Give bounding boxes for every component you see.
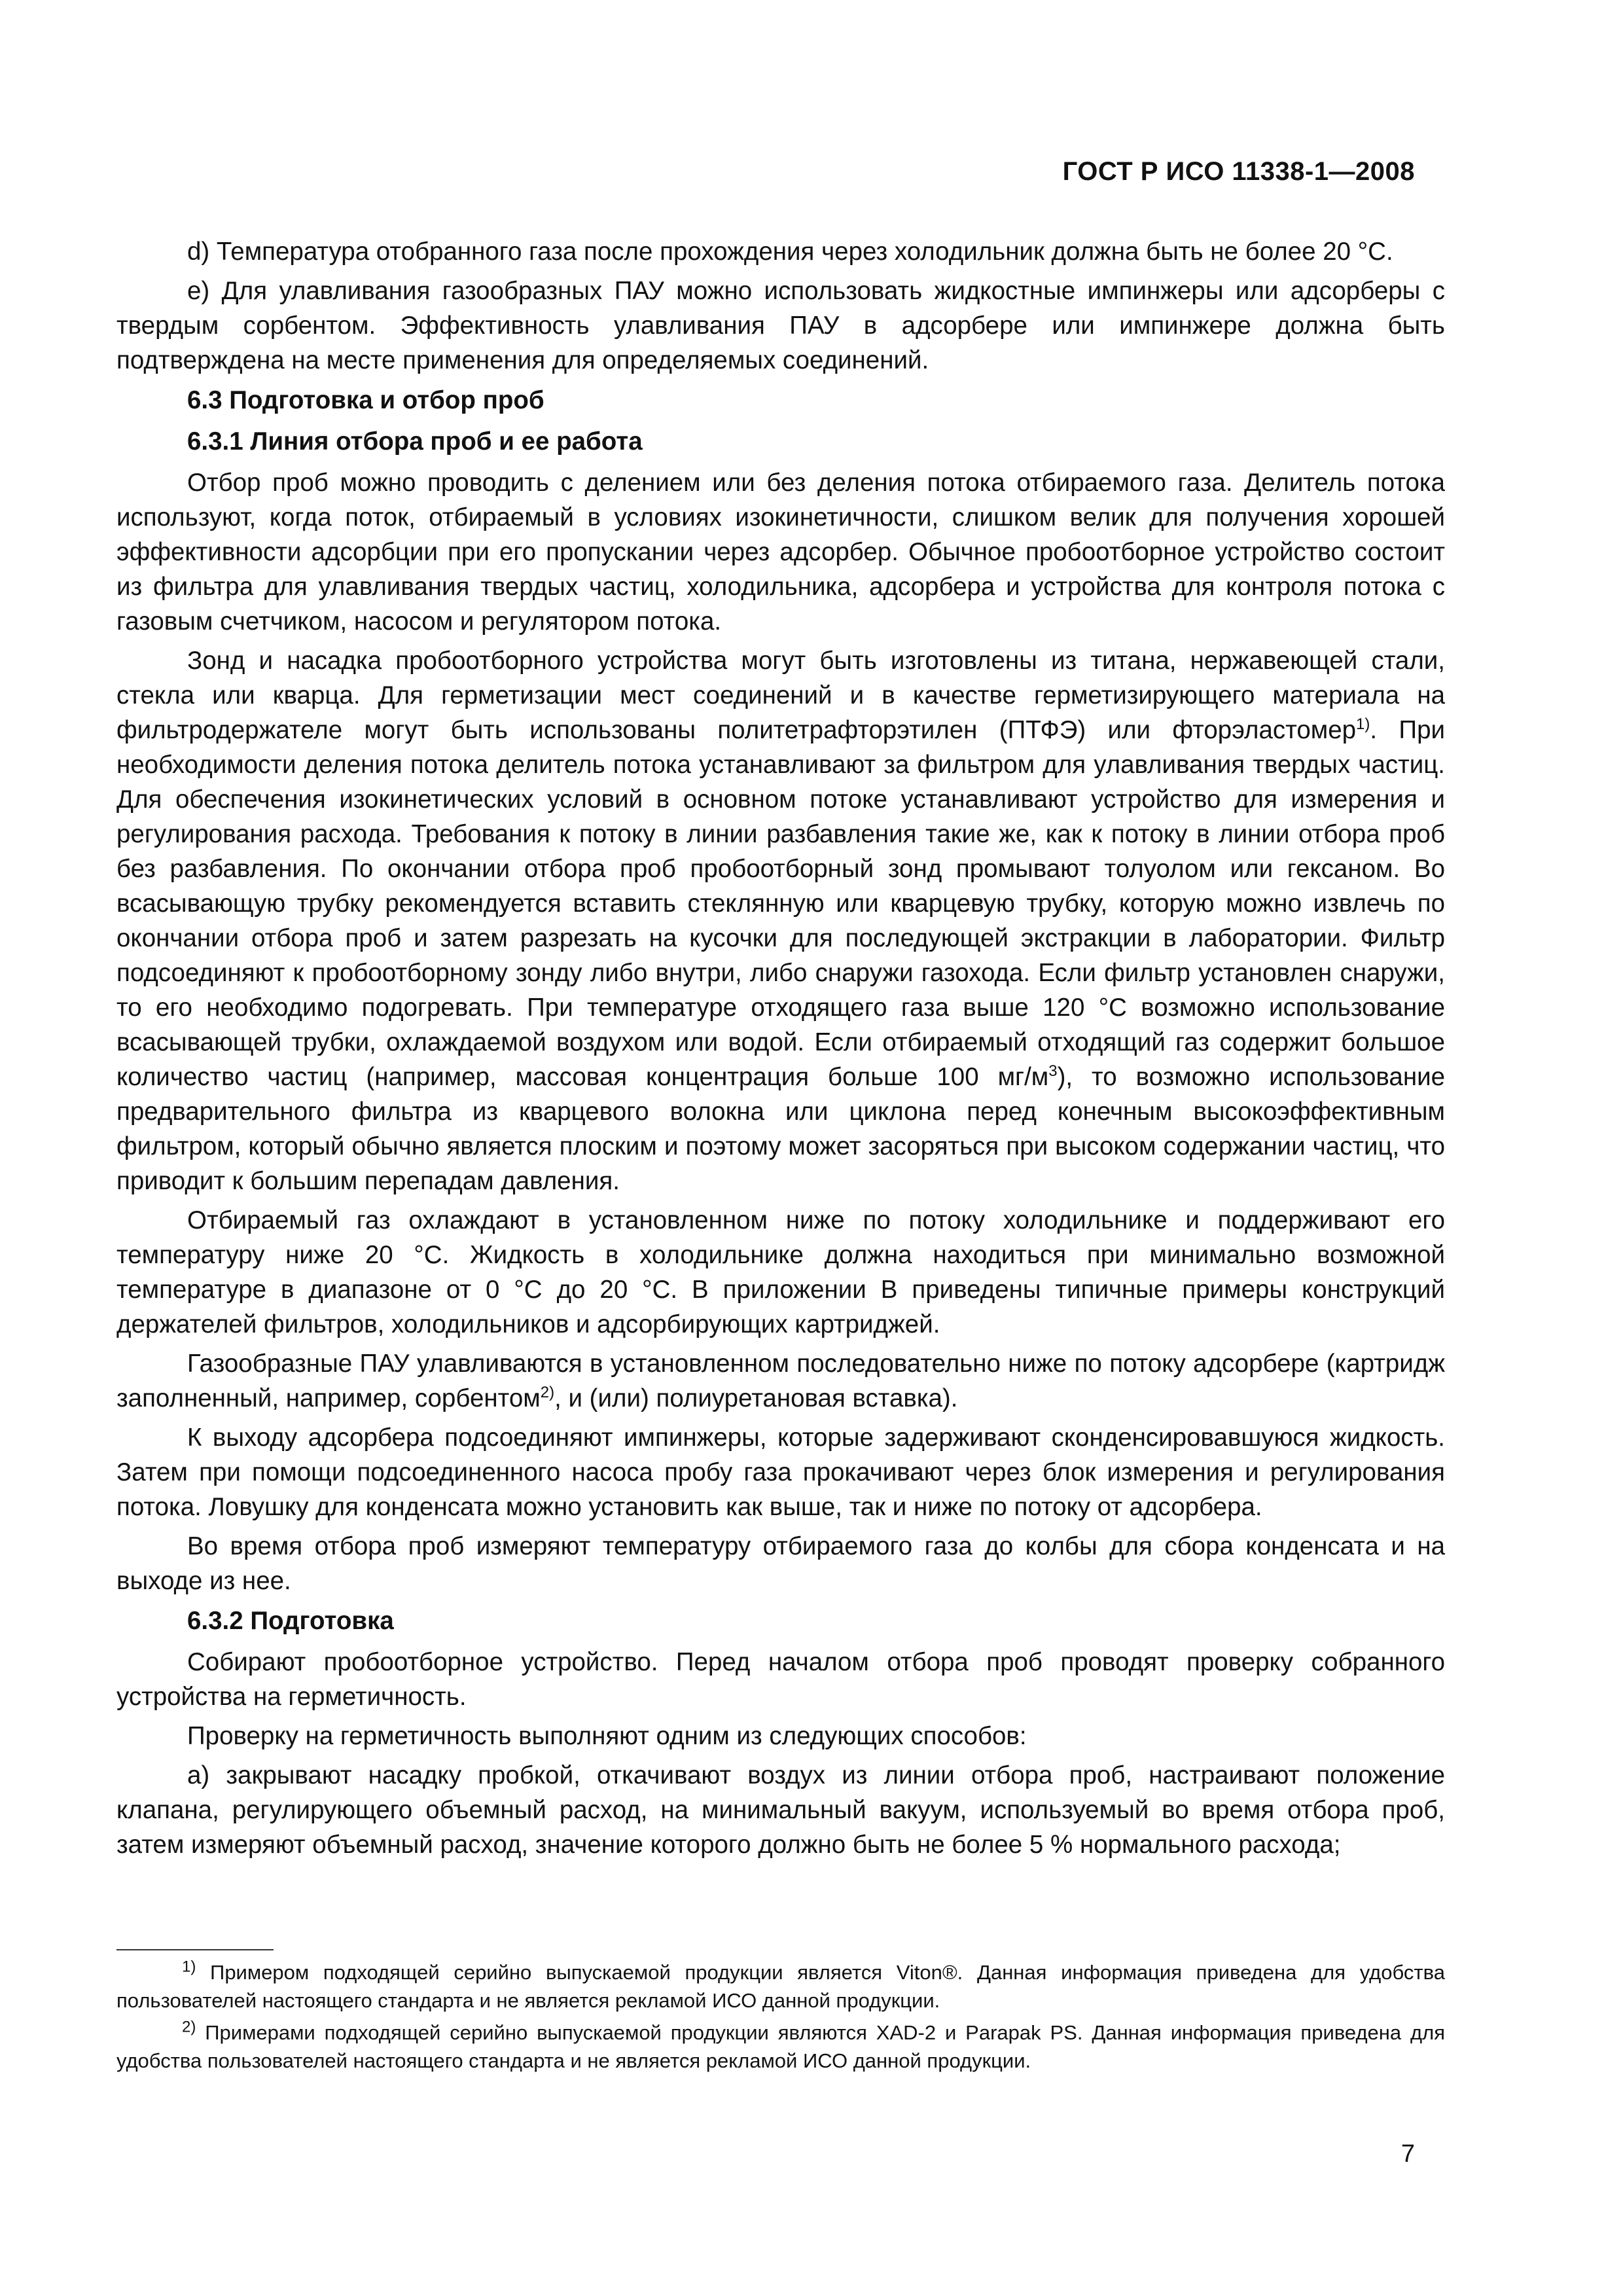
footnote-ref-1: 1): [1356, 715, 1370, 734]
paragraph-assembly: Собирают пробоотборное устройство. Перед началом отбора проб проводят проверку собранного устройства на герметичность.: [116, 1648, 1445, 1711]
footnote-text: Примерами подходящей серийно выпускаемой продукции являются XAD-2 и Parapak PS. Данная информация приведена для удобства пользователей настоящего стандарта и не является рекламой ИСО данной продукции.: [116, 2021, 1445, 2072]
paragraph-adsorber: [116, 1346, 1445, 1416]
paragraph-cooling: Отбираемый газ охлаждают в установленном ниже по потоку холодильнике и поддерживают его температуру ниже 20 °С. Жидкость в холодильнике должна находиться при минимально возможной температуре в диапазоне от 0 °С до 20 °С. В приложении В приведены типичные примеры конструкций держателей фильтров, холодильников и адсорбирующих картриджей.: [116, 1206, 1445, 1338]
text-part: , и (или) полиуретановая вставка).: [554, 1384, 958, 1412]
text-part: ), то возможно использование предварительного фильтра из кварцевого волокна или циклона перед конечным высокоэффективным фильтром, который обычно является плоским и поэтому может засоряться при высоком содержании частиц, что приводит к большим перепадам давления.: [116, 1063, 1446, 1195]
paragraph-sampling-flow: Отбор проб можно проводить с делением или без деления потока отбираемого газа. Делитель потока используют, когда поток, отбираемый в условиях изокинетичности, слишком велик для получения хорошей эффективности адсорбции при его пропускании через адсорбер. Обычное пробоотборное устройство состоит из фильтра для улавливания твердых частиц, холодильника, адсорбера и устройства для контроля потока с газовым счетчиком, насосом и регулятором потока.: [116, 469, 1445, 636]
text-part: Газообразные ПАУ улавливаются в установленном последовательно ниже по потоку адсорбере (картридж заполненный, например, сорбентом: [116, 1350, 1445, 1412]
standard-header: ГОСТ Р ИСО 11338-1—2008: [1062, 157, 1415, 186]
footnote-ref-2: 2): [540, 1384, 555, 1402]
text-part: . При необходимости деления потока делитель потока устанавливают за фильтром для улавливания твердых частиц. Для обеспечения изокинетических условий в основном потоке устанавливают устройство для измерения и регулирования расхода. Требования к потоку в линии разбавления такие же, как к потоку в линии отбора проб без разбавления. По окончании отбора проб пробоотборный зонд промывают толуолом или гексаном. Во всасывающую трубку рекомендуется вставить стеклянную или кварцевую трубку, которую можно извлечь по окончании отбора проб и затем разрезать на кусочки для последующей экстракции в лаборатории. Фильтр подсоединяют к пробоотборному зонду либо внутри, либо снаружи газохода. Если фильтр установлен снаружи, то его необходимо подогревать. При температуре отходящего газа выше 120 °С возможно использование всасывающей трубки, охлаждаемой воздухом или водой. Если отбираемый отходящий газ содержит большое количество частиц (например, массовая концентрация больше 100 мг/м: [116, 716, 1445, 1091]
body-text: [116, 234, 1445, 1867]
section-heading-6-3: 6.3 Подготовка и отбор проб: [187, 386, 544, 414]
footnote-mark: 1): [182, 1958, 196, 1976]
section-heading-6-3-1: 6.3.1 Линия отбора проб и ее работа: [187, 427, 643, 456]
section-heading-6-3-2: 6.3.2 Подготовка: [187, 1607, 394, 1635]
paragraph-e: е) Для улавливания газообразных ПАУ можно использовать жидкостные импинжеры или адсорберы с твердым сорбентом. Эффективность улавливания ПАУ в адсорбере или импинжере должна быть подтверждена на месте применения для определяемых соединений.: [116, 277, 1445, 374]
footnote-mark: 2): [182, 2018, 196, 2036]
page-number: 7: [1400, 2140, 1415, 2168]
paragraph-leak-check: Проверку на герметичность выполняют одним из следующих способов:: [187, 1722, 1027, 1750]
superscript-3: 3: [1048, 1062, 1058, 1081]
paragraph-probe-materials: [116, 643, 1445, 1198]
paragraph-a: а) закрывают насадку пробкой, откачивают воздух из линии отбора проб, настраивают положение клапана, регулирующего объемный расход, на минимальный вакуум, используемый во время отбора проб, затем измеряют объемный расход, значение которого должно быть не более 5 % нормального расхода;: [116, 1761, 1445, 1859]
paragraph-temperature: Во время отбора проб измеряют температуру отбираемого газа до колбы для сбора конденсата и на выходе из нее.: [116, 1532, 1445, 1595]
paragraph-impingers: К выходу адсорбера подсоединяют импинжеры, которые задерживают сконденсировавшуюся жидкость. Затем при помощи подсоединенного насоса пробу газа прокачивают через блок измерения и регулирования потока. Ловушку для конденсата можно установить как выше, так и ниже по потоку от адсорбера.: [116, 1424, 1445, 1521]
footnote-text: Примером подходящей серийно выпускаемой продукции является Viton®. Данная информация приведена для удобства пользователей настоящего стандарта и не является рекламой ИСО данной продукции.: [116, 1961, 1445, 2012]
footnote-divider: [116, 1949, 274, 1950]
footnote-1: [116, 1958, 1445, 2015]
text-part: Зонд и насадка пробоотборного устройства могут быть изготовлены из титана, нержавеющей стали, стекла или кварца. Для герметизации мест соединений и в качестве герметизирующего материала на фильтродержателе могут быть использованы политетрафторэтилен (ПТФЭ) или фторэластомер: [116, 647, 1445, 744]
footnotes: [116, 1958, 1445, 2079]
footnote-2: [116, 2018, 1445, 2075]
paragraph-d: d) Температура отобранного газа после прохождения через холодильник должна быть не более 20 °С.: [187, 238, 1393, 266]
